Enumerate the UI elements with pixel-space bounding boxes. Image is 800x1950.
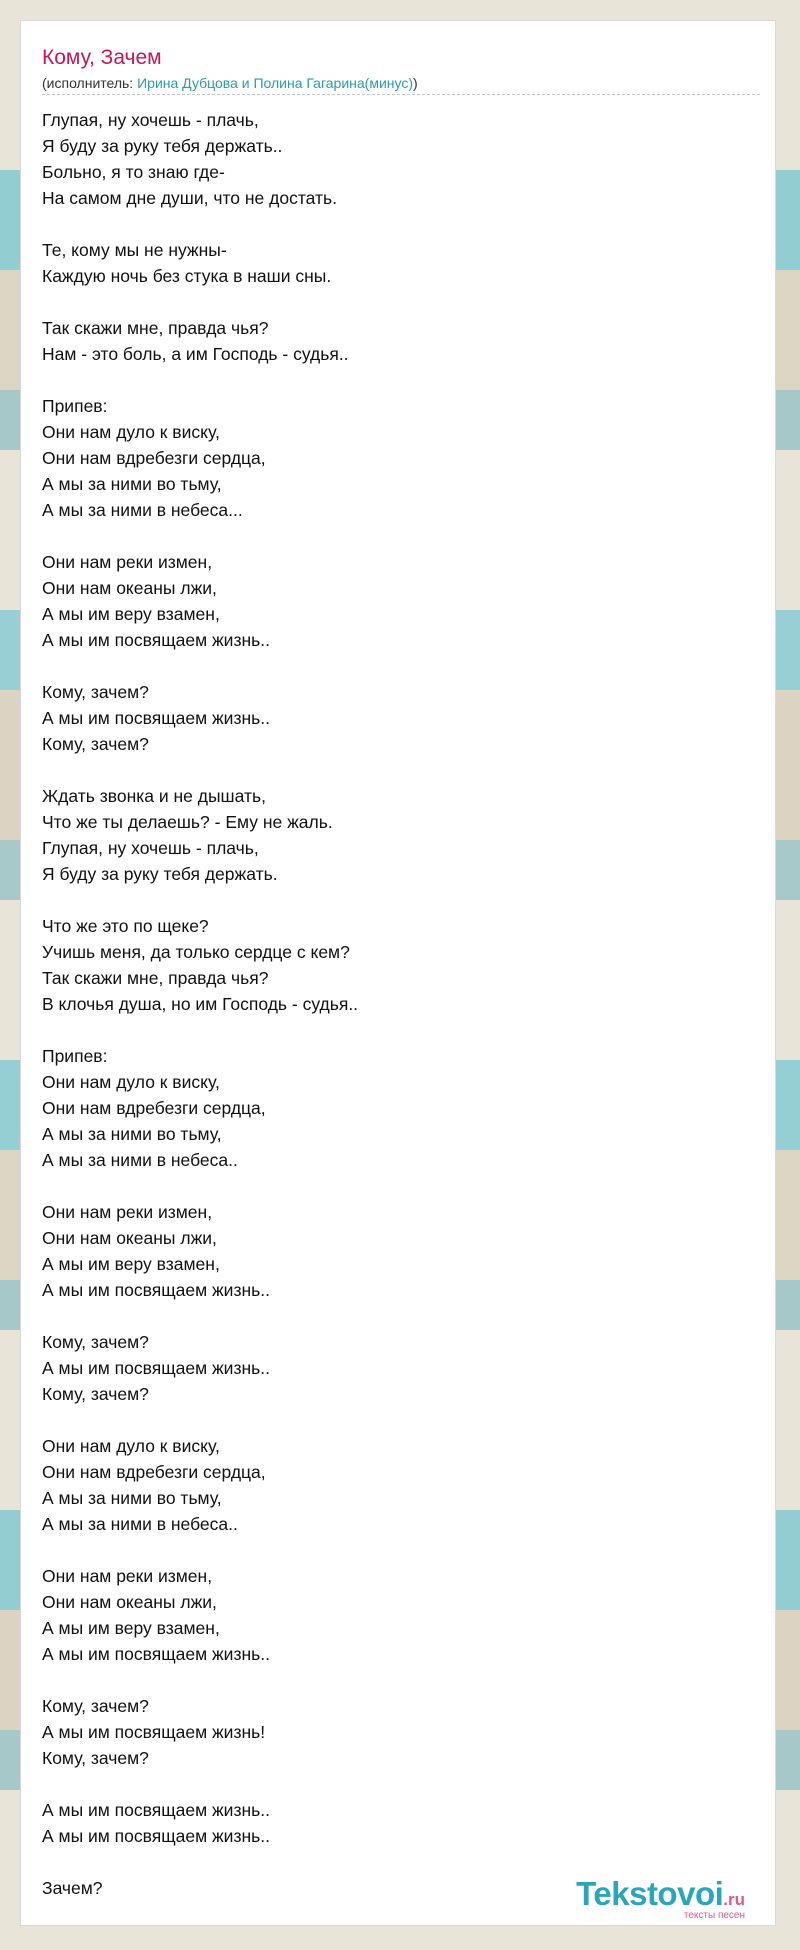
lyrics-line: А мы им посвящаем жизнь.. bbox=[42, 1826, 270, 1846]
lyrics-line: Те, кому мы не нужны- bbox=[42, 240, 227, 260]
lyrics-card bbox=[20, 20, 776, 1926]
lyrics-line: Кому, зачем? bbox=[42, 1748, 149, 1768]
lyrics-stanza bbox=[42, 913, 755, 1017]
lyrics-line: Кому, зачем? bbox=[42, 1384, 149, 1404]
lyrics-line: А мы им посвящаем жизнь.. bbox=[42, 1800, 270, 1820]
lyrics-stanza bbox=[42, 1563, 755, 1667]
performer-prefix: (исполнитель: bbox=[42, 75, 138, 91]
lyrics-stanza bbox=[42, 315, 755, 367]
lyrics-line: А мы им посвящаем жизнь! bbox=[42, 1722, 266, 1742]
lyrics-line: А мы за ними во тьму, bbox=[42, 474, 222, 494]
lyrics-line: А мы им веру взамен, bbox=[42, 1254, 220, 1274]
lyrics-stanza bbox=[42, 1797, 755, 1849]
lyrics-line: Они нам океаны лжи, bbox=[42, 1228, 217, 1248]
lyrics-line: Нам - это боль, а им Господь - судья.. bbox=[42, 344, 349, 364]
lyrics-line: Они нам океаны лжи, bbox=[42, 578, 217, 598]
lyrics-line: Я буду за руку тебя держать. bbox=[42, 864, 278, 884]
lyrics-stanza bbox=[42, 783, 755, 887]
lyrics-line: Они нам реки измен, bbox=[42, 552, 213, 572]
lyrics-line: Они нам дуло к виску, bbox=[42, 1436, 220, 1456]
lyrics-line: Они нам океаны лжи, bbox=[42, 1592, 217, 1612]
lyrics-line: Кому, зачем? bbox=[42, 1332, 149, 1352]
lyrics-line: Они нам реки измен, bbox=[42, 1566, 213, 1586]
lyrics-stanza bbox=[42, 107, 755, 211]
lyrics-line: А мы им посвящаем жизнь.. bbox=[42, 1644, 270, 1664]
lyrics-line: А мы им посвящаем жизнь.. bbox=[42, 1358, 270, 1378]
lyrics-line: Больно, я то знаю где- bbox=[42, 162, 225, 182]
lyrics-line: Ждать звонка и не дышать, bbox=[42, 786, 266, 806]
lyrics-line: Припев: bbox=[42, 1046, 108, 1066]
lyrics-line: А мы за ними в небеса... bbox=[42, 500, 243, 520]
logo-tld: .ru bbox=[723, 1890, 745, 1909]
site-logo[interactable] bbox=[576, 1875, 745, 1921]
lyrics-line: А мы им посвящаем жизнь.. bbox=[42, 1280, 270, 1300]
logo-wordmark: Tekstovoi bbox=[576, 1875, 724, 1912]
lyrics-line: Глупая, ну хочешь - плачь, bbox=[42, 110, 259, 130]
lyrics-stanza bbox=[42, 679, 755, 757]
lyrics-line: Кому, зачем? bbox=[42, 682, 149, 702]
lyrics-text bbox=[42, 107, 755, 1901]
logo-tagline: тексты песен bbox=[683, 1910, 745, 1921]
lyrics-line: В клочья душа, но им Господь - судья.. bbox=[42, 994, 359, 1014]
lyrics-line: Они нам вдребезги сердца, bbox=[42, 448, 266, 468]
performer-line bbox=[42, 75, 760, 95]
lyrics-line: Они нам реки измен, bbox=[42, 1202, 213, 1222]
lyrics-line: Что же ты делаешь? - Ему не жаль. bbox=[42, 812, 333, 832]
lyrics-stanza bbox=[42, 1433, 755, 1537]
lyrics-line: А мы за ними во тьму, bbox=[42, 1488, 222, 1508]
lyrics-stanza bbox=[42, 1043, 755, 1173]
lyrics-line: Они нам дуло к виску, bbox=[42, 422, 220, 442]
lyrics-line: Припев: bbox=[42, 396, 108, 416]
lyrics-stanza bbox=[42, 237, 755, 289]
lyrics-line: Глупая, ну хочешь - плачь, bbox=[42, 838, 259, 858]
lyrics-stanza bbox=[42, 1199, 755, 1303]
lyrics-line: Так скажи мне, правда чья? bbox=[42, 968, 269, 988]
lyrics-line: А мы им посвящаем жизнь.. bbox=[42, 630, 270, 650]
performer-suffix: ) bbox=[413, 75, 418, 91]
lyrics-line: Так скажи мне, правда чья? bbox=[42, 318, 269, 338]
performer-link[interactable]: Ирина Дубцова и Полина Гагарина(минус) bbox=[137, 75, 414, 91]
lyrics-line: А мы за ними во тьму, bbox=[42, 1124, 222, 1144]
lyrics-stanza bbox=[42, 549, 755, 653]
lyrics-line: Учишь меня, да только сердце с кем? bbox=[42, 942, 350, 962]
lyrics-line: А мы им веру взамен, bbox=[42, 604, 220, 624]
lyrics-line: Кому, зачем? bbox=[42, 1696, 149, 1716]
lyrics-line: А мы им посвящаем жизнь.. bbox=[42, 708, 270, 728]
lyrics-line: Каждую ночь без стука в наши сны. bbox=[42, 266, 332, 286]
lyrics-line: Зачем? bbox=[42, 1878, 103, 1898]
lyrics-line: Что же это по щеке? bbox=[42, 916, 209, 936]
lyrics-line: Они нам вдребезги сердца, bbox=[42, 1462, 266, 1482]
lyrics-stanza bbox=[42, 393, 755, 523]
lyrics-line: Я буду за руку тебя держать.. bbox=[42, 136, 283, 156]
song-title: Кому, Зачем bbox=[42, 46, 162, 69]
lyrics-line: Они нам вдребезги сердца, bbox=[42, 1098, 266, 1118]
lyrics-line: А мы им веру взамен, bbox=[42, 1618, 220, 1638]
lyrics-stanza bbox=[42, 1329, 755, 1407]
lyrics-stanza bbox=[42, 1693, 755, 1771]
lyrics-line: Они нам дуло к виску, bbox=[42, 1072, 220, 1092]
lyrics-line: Кому, зачем? bbox=[42, 734, 149, 754]
lyrics-line: А мы за ними в небеса.. bbox=[42, 1150, 238, 1170]
lyrics-line: На самом дне души, что не достать. bbox=[42, 188, 337, 208]
lyrics-line: А мы за ними в небеса.. bbox=[42, 1514, 238, 1534]
